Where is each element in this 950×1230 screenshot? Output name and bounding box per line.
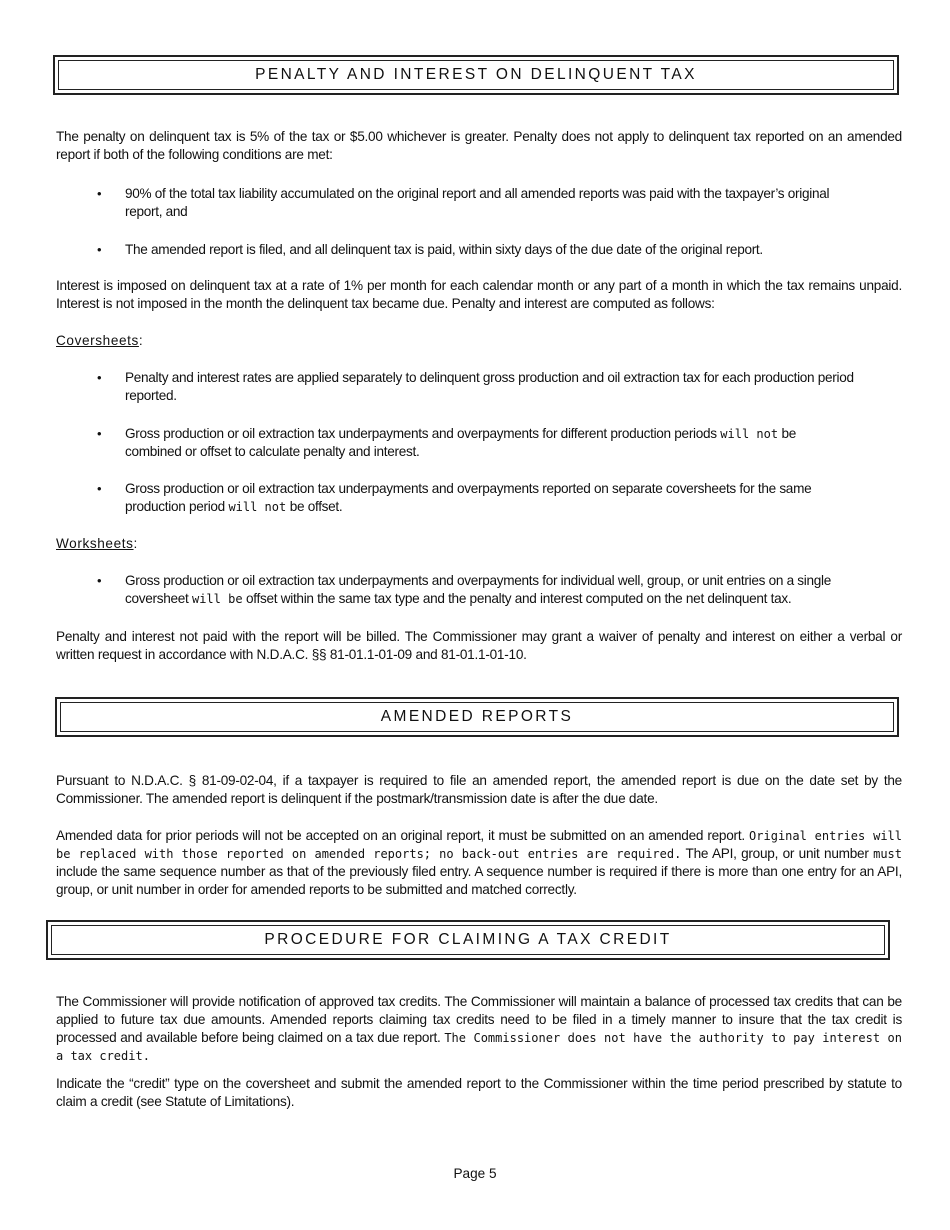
credit-paragraph-1 xyxy=(56,993,902,1065)
bullet-icon: • xyxy=(97,481,102,496)
bullet-icon: • xyxy=(97,426,102,441)
amended-paragraph-2-emphasis: Original entries will be replaced with those reported on amended reports; no back-out entries are required. xyxy=(56,829,903,861)
page-number: Page 5 xyxy=(453,1166,497,1181)
coversheet-item-3-c: be offset. xyxy=(286,499,343,514)
penalty-closing: Penalty and interest not paid with the report will be billed. The Commissioner may grant a waiver of penalty and interest on either a verbal or written request in accordance with N.D.A.C. §§ 81-01.1-01-09 and 81-01.1-01-10. xyxy=(56,629,902,662)
credit-paragraph-1-emphasis: The Commissioner does not have the authority to pay interest on a tax credit. xyxy=(56,1031,903,1063)
section-heading-credit-text: PROCEDURE FOR CLAIMING A TAX CREDIT xyxy=(51,925,885,955)
section-heading-penalty-text: PENALTY AND INTEREST ON DELINQUENT TAX xyxy=(58,60,894,90)
section-heading-credit xyxy=(46,920,890,960)
condition-1: 90% of the total tax liability accumulated on the original report and all amended reports was paid with the taxpayer’s original report, and xyxy=(125,186,830,219)
coversheets-subheading: Coversheets: xyxy=(56,333,143,348)
coversheet-item-3-emphasis: will not xyxy=(228,500,287,514)
penalty-intro: The penalty on delinquent tax is 5% of the tax or $5.00 whichever is greater. Penalty does not apply to delinquent tax reported on an amended report if both of the following conditions are met: xyxy=(56,129,902,162)
section-heading-penalty xyxy=(53,55,899,95)
bullet-icon: • xyxy=(97,242,102,257)
worksheet-item-a: Gross production or oil extraction tax underpayments and overpayments for individual well, group, or unit entries on a single coversheet xyxy=(125,573,832,606)
amended-paragraph-2 xyxy=(56,827,902,899)
coversheet-item-1: Penalty and interest rates are applied separately to delinquent gross production and oil extraction tax for each production period reported. xyxy=(125,370,854,403)
amended-paragraph-2-must: must xyxy=(873,847,902,861)
amended-paragraph-2-e: include the same sequence number as that of the previously filed entry. A sequence number is required if there is more than one entry for an API, group, or unit number in order for amended reports to be submitted and matched correctly. xyxy=(56,864,902,897)
coversheet-item-3-a: Gross production or oil extraction tax underpayments and overpayments reported on separate coversheets for the same production period xyxy=(125,481,812,514)
coversheet-item-2-emphasis: will not xyxy=(720,427,779,441)
coversheet-item-2-c: be combined or offset to calculate penalty and interest. xyxy=(125,426,797,459)
worksheet-item-c: offset within the same tax type and the penalty and interest computed on the net delinquent tax. xyxy=(242,591,792,606)
section-heading-amended-text: AMENDED REPORTS xyxy=(60,702,894,732)
amended-paragraph-2-a: Amended data for prior periods will not be accepted on an original report, it must be submitted on an amended report. xyxy=(56,828,750,843)
section-heading-amended xyxy=(55,697,899,737)
worksheets-subheading: Worksheets: xyxy=(56,536,138,551)
bullet-icon: • xyxy=(97,370,102,385)
coversheets-label: Coversheets xyxy=(56,333,139,348)
worksheet-item xyxy=(125,572,855,608)
amended-paragraph-1: Pursuant to N.D.A.C. § 81-09-02-04, if a taxpayer is required to file an amended report, the amended report is due on the date set by the Commissioner. The amended report is delinquent if the postmark/transmission date is after the due date. xyxy=(56,773,902,806)
bullet-icon: • xyxy=(97,186,102,201)
amended-paragraph-2-c: The API, group, or unit number xyxy=(681,846,874,861)
coversheet-item-3 xyxy=(125,480,855,516)
coversheet-item-2 xyxy=(125,425,855,461)
interest-paragraph: Interest is imposed on delinquent tax at a rate of 1% per month for each calendar month or any part of a month in which the tax remains unpaid. Interest is not imposed in the month the delinquent tax became due. Penalty and interest are computed as follows: xyxy=(56,278,902,311)
worksheet-item-emphasis: will be xyxy=(191,592,243,606)
coversheet-item-2-a: Gross production or oil extraction tax underpayments and overpayments for different production periods xyxy=(125,426,721,441)
credit-paragraph-2: Indicate the “credit” type on the coversheet and submit the amended report to the Commissioner within the time period prescribed by statute to claim a credit (see Statute of Limitations). xyxy=(56,1076,902,1109)
worksheets-label: Worksheets xyxy=(56,536,134,551)
bullet-icon: • xyxy=(97,573,102,588)
credit-paragraph-1-a: The Commissioner will provide notification of approved tax credits. The Commissioner will maintain a balance of processed tax credits that can be applied to future tax due amounts. Amended reports claiming tax credits need to be filed in a timely manner to insure that the tax credit is processed and available before being claimed on a tax due report. xyxy=(56,994,902,1045)
condition-2: The amended report is filed, and all delinquent tax is paid, within sixty days of the due date of the original report. xyxy=(125,242,763,257)
